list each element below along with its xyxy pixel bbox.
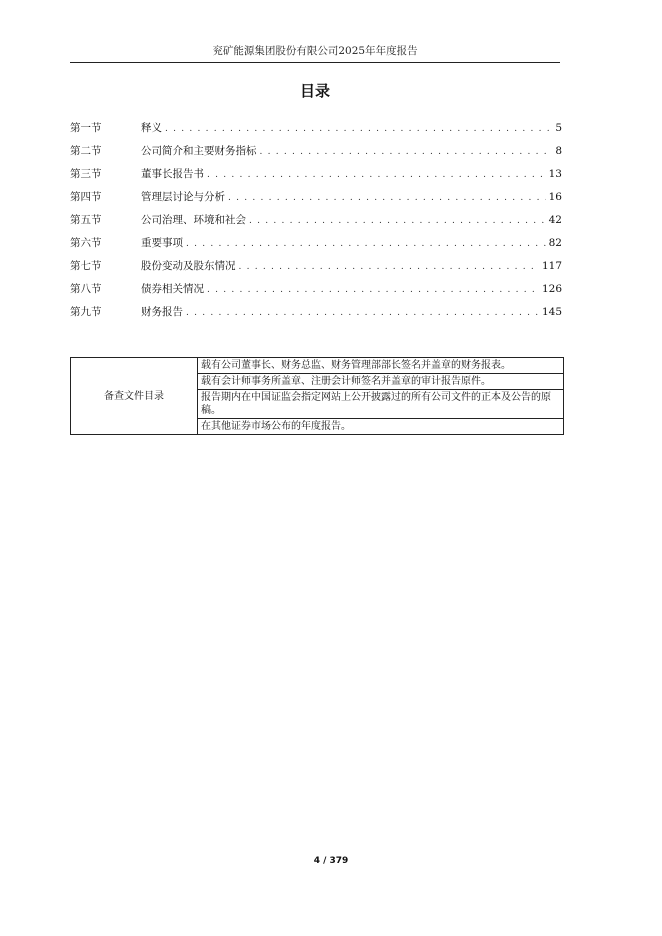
toc-section-number: 第二节	[70, 145, 102, 157]
toc-section-title: 释义	[141, 122, 162, 134]
reference-document-item: 在其他证券市场公布的年度报告。	[198, 419, 564, 435]
reference-documents-label: 备查文件目录	[71, 358, 198, 435]
toc-dot-leader	[260, 144, 553, 160]
toc-section-title: 董事长报告书	[141, 168, 204, 180]
toc-entry[interactable]	[70, 143, 562, 166]
toc-dot-leader	[207, 167, 546, 183]
toc-section-title: 财务报告	[141, 306, 183, 318]
toc-section-title: 管理层讨论与分析	[141, 191, 225, 203]
toc-section-number: 第九节	[70, 306, 102, 318]
toc-page-number: 5	[555, 122, 562, 134]
toc-page-number: 82	[548, 237, 562, 249]
toc-dot-leader	[249, 213, 546, 229]
table-row	[71, 358, 564, 374]
toc-page-number: 16	[548, 191, 562, 203]
toc-entry[interactable]	[70, 120, 562, 143]
page-title: 目录	[299, 82, 330, 100]
toc-page-number: 13	[548, 168, 562, 180]
toc-entry[interactable]	[70, 281, 562, 304]
toc-section-number: 第七节	[70, 260, 102, 272]
reference-documents-table	[70, 357, 564, 435]
toc-entry[interactable]	[70, 212, 562, 235]
toc-entry[interactable]	[70, 235, 562, 258]
toc-entry[interactable]	[70, 189, 562, 212]
toc-entry[interactable]	[70, 304, 562, 327]
toc-section-number: 第六节	[70, 237, 102, 249]
toc-entry[interactable]	[70, 166, 562, 189]
toc-section-number: 第一节	[70, 122, 102, 134]
page-number: 4 / 379	[313, 856, 349, 866]
toc-section-title: 公司简介和主要财务指标	[141, 145, 257, 157]
toc-section-title: 重要事项	[141, 237, 183, 249]
toc-section-title: 股份变动及股东情况	[141, 260, 236, 272]
reference-document-item: 报告期内在中国证监会指定网站上公开披露过的所有公司文件的正本及公告的原稿。	[198, 390, 564, 419]
table-of-contents	[70, 120, 562, 327]
toc-page-number: 126	[541, 283, 562, 295]
toc-section-number: 第三节	[70, 168, 102, 180]
toc-dot-leader	[186, 305, 539, 321]
toc-dot-leader	[207, 282, 539, 298]
header-rule	[70, 62, 560, 63]
toc-dot-leader	[228, 190, 546, 206]
toc-page-number: 42	[548, 214, 562, 226]
toc-entry[interactable]	[70, 258, 562, 281]
toc-section-number: 第八节	[70, 283, 102, 295]
report-header: 兖矿能源集团股份有限公司2025年年度报告	[212, 45, 418, 57]
reference-document-item: 载有会计师事务所盖章、注册会计师签名并盖章的审计报告原件。	[198, 374, 564, 390]
toc-section-number: 第五节	[70, 214, 102, 226]
toc-page-number: 145	[541, 306, 562, 318]
toc-page-number: 8	[555, 145, 562, 157]
toc-section-number: 第四节	[70, 191, 102, 203]
toc-dot-leader	[186, 236, 546, 252]
toc-section-title: 债券相关情况	[141, 283, 204, 295]
toc-dot-leader	[165, 121, 552, 137]
toc-section-title: 公司治理、环境和社会	[141, 214, 246, 226]
toc-page-number: 117	[541, 260, 562, 272]
toc-dot-leader	[239, 259, 539, 275]
reference-document-item: 载有公司董事长、财务总监、财务管理部部长签名并盖章的财务报表。	[198, 358, 564, 374]
